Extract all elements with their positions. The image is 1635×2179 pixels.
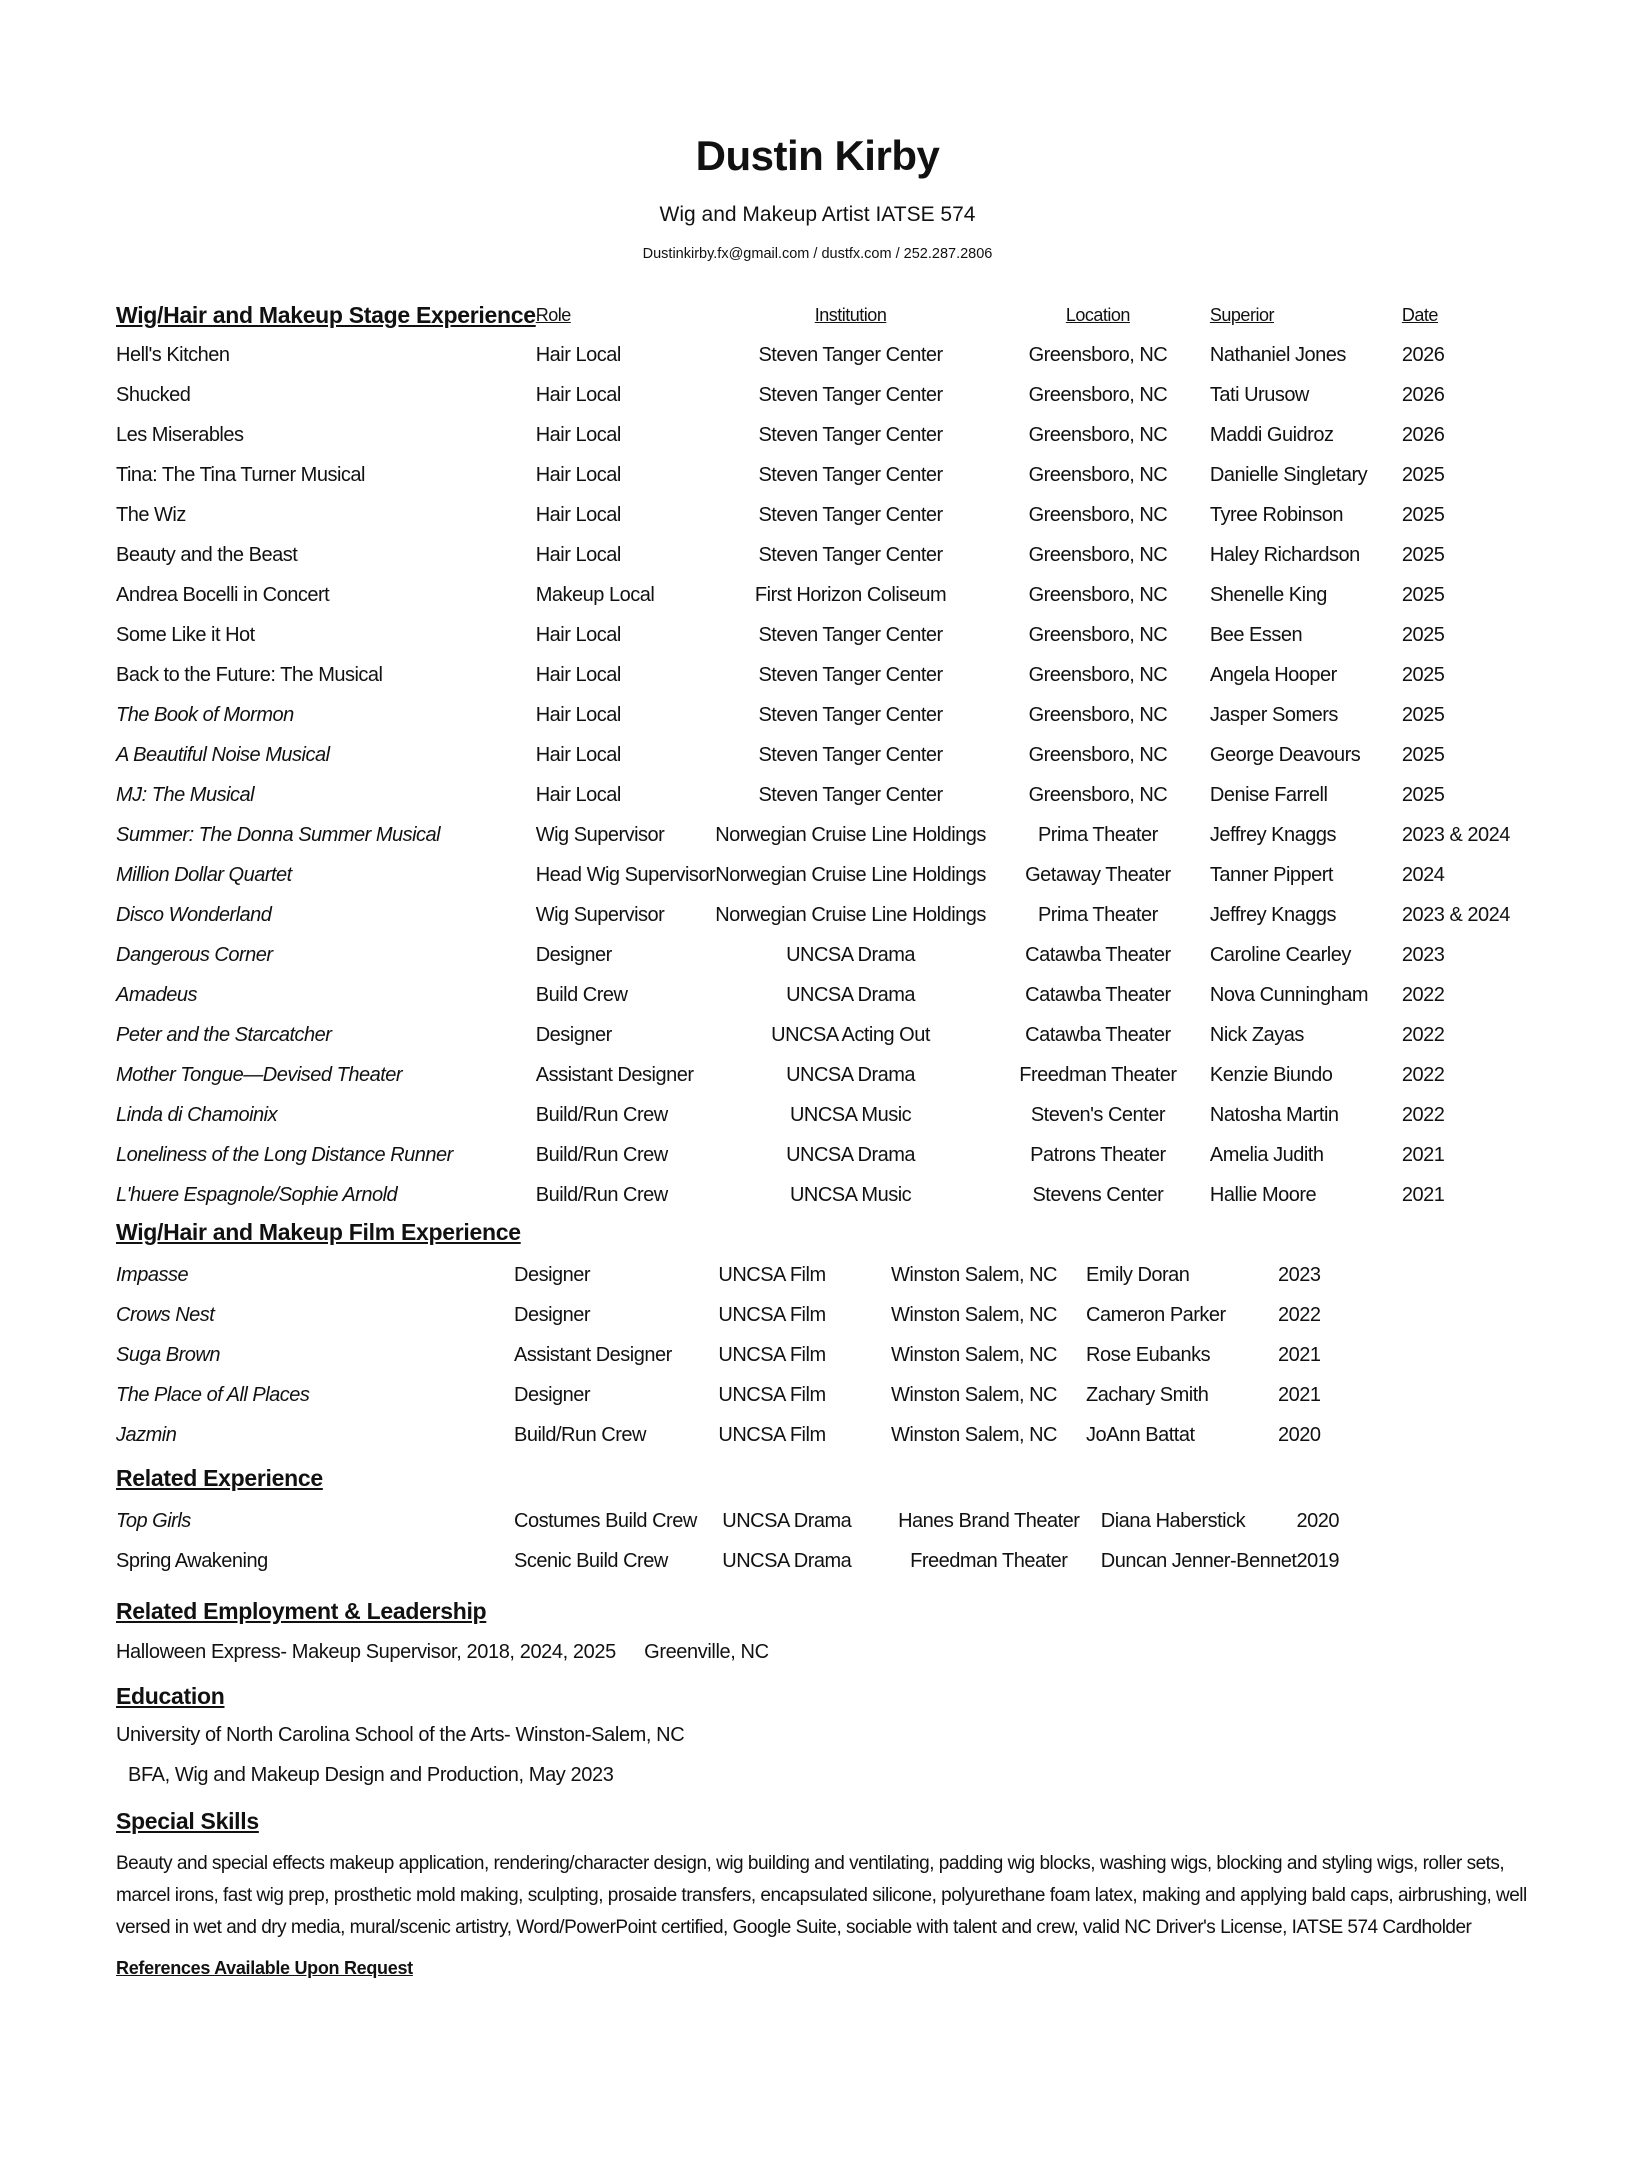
stage-role-cell: Hair Local	[535, 423, 621, 446]
film-institution-cell: UNCSA Film	[718, 1263, 826, 1286]
stage-institution-cell: Steven Tanger Center	[758, 703, 943, 726]
resume-subtitle: Wig and Makeup Artist IATSE 574	[659, 203, 976, 226]
stage-superior-cell: Jeffrey Knaggs	[1209, 903, 1336, 926]
column-institution: Institution	[814, 304, 887, 325]
film-date-cell: 2021	[1278, 1343, 1321, 1366]
column-superior: Superior	[1209, 304, 1274, 325]
stage-institution-cell: UNCSA Drama	[786, 943, 916, 966]
stage-title-cell: Some Like it Hot	[116, 623, 255, 646]
film-title-cell: Impasse	[116, 1263, 189, 1286]
stage-title-cell: Beauty and the Beast	[116, 543, 298, 566]
stage-location-cell: Greensboro, NC	[1028, 543, 1168, 566]
stage-row	[116, 615, 1542, 655]
stage-title-cell: MJ: The Musical	[116, 783, 255, 806]
stage-location-cell: Greensboro, NC	[1028, 463, 1168, 486]
stage-superior-cell: Haley Richardson	[1209, 543, 1360, 566]
related-location-cell: Freedman Theater	[910, 1549, 1068, 1572]
stage-location-cell: Catawba Theater	[1025, 943, 1171, 966]
stage-date-cell: 2022	[1401, 983, 1445, 1006]
film-institution-cell: UNCSA Film	[718, 1303, 826, 1326]
stage-row	[116, 455, 1542, 495]
related-role-cell: Costumes Build Crew	[514, 1509, 697, 1532]
stage-row	[116, 1175, 1542, 1215]
film-role-cell: Designer	[514, 1303, 591, 1326]
stage-date-cell: 2023 & 2024	[1401, 823, 1510, 846]
skills-text: Beauty and special effects makeup application, rendering/character design, wig building and ventilating, padding wig blocks, washing wigs, blocking and styling wigs, roller sets, marcel irons, fast wig prep, prosthetic mold making, sculpting, prosaide transfers, encapsulated silicone, polyurethane foam latex, making and applying bald caps, airbrushing, well versed in wet and dry media, mural/scenic artistry, Word/PowerPoint certified, Google Suite, sociable with talent and crew, valid NC Driver's License, IATSE 574 Cardholder	[116, 1853, 1527, 1938]
related-date-cell: 2019	[1296, 1549, 1339, 1572]
stage-institution-cell: UNCSA Music	[789, 1183, 912, 1206]
film-institution-cell: UNCSA Film	[718, 1423, 826, 1446]
stage-location-cell: Getaway Theater	[1025, 863, 1171, 886]
stage-institution-cell: UNCSA Drama	[786, 983, 916, 1006]
film-role-cell: Designer	[514, 1263, 591, 1286]
stage-title-cell: Mother Tongue—Devised Theater	[116, 1063, 403, 1086]
film-location-cell: Winston Salem, NC	[891, 1343, 1057, 1366]
related-superior-cell: Diana Haberstick	[1100, 1509, 1246, 1532]
film-date-cell: 2020	[1278, 1423, 1321, 1446]
stage-superior-cell: George Deavours	[1209, 743, 1361, 766]
film-superior-cell: JoAnn Battat	[1086, 1423, 1195, 1446]
stage-role-cell: Wig Supervisor	[535, 903, 665, 926]
stage-experience-table	[116, 295, 1542, 1215]
stage-role-cell: Makeup Local	[535, 583, 655, 606]
stage-superior-cell: Tanner Pippert	[1209, 863, 1333, 886]
employment-line	[116, 1641, 769, 1664]
stage-row	[116, 695, 1542, 735]
column-location: Location	[1065, 304, 1130, 325]
column-date: Date	[1401, 304, 1438, 325]
stage-institution-cell: UNCSA Drama	[786, 1063, 916, 1086]
stage-rows	[116, 335, 1542, 1215]
stage-location-cell: Greensboro, NC	[1028, 783, 1168, 806]
stage-institution-cell: UNCSA Drama	[786, 1143, 916, 1166]
film-superior-cell: Zachary Smith	[1086, 1383, 1209, 1406]
stage-date-cell: 2025	[1401, 783, 1445, 806]
stage-row	[116, 895, 1542, 935]
stage-date-cell: 2023 & 2024	[1401, 903, 1510, 926]
skills-section-title: Special Skills	[116, 1808, 259, 1834]
stage-institution-cell: Steven Tanger Center	[758, 543, 943, 566]
film-title-cell: Jazmin	[116, 1423, 177, 1446]
stage-superior-cell: Kenzie Biundo	[1209, 1063, 1333, 1086]
stage-title-cell: Les Miserables	[116, 423, 244, 446]
stage-title-cell: The Book of Mormon	[116, 703, 294, 726]
stage-institution-cell: Steven Tanger Center	[758, 343, 943, 366]
stage-date-cell: 2026	[1401, 383, 1445, 406]
film-superior-cell: Rose Eubanks	[1086, 1343, 1211, 1366]
film-role-cell: Build/Run Crew	[514, 1423, 646, 1446]
film-row	[116, 1295, 1418, 1335]
film-location-cell: Winston Salem, NC	[891, 1423, 1057, 1446]
stage-role-cell: Build/Run Crew	[535, 1183, 668, 1206]
stage-role-cell: Hair Local	[535, 623, 621, 646]
related-row	[116, 1501, 1437, 1541]
stage-title-cell: Million Dollar Quartet	[116, 863, 292, 886]
stage-row	[116, 655, 1542, 695]
education-section-title: Education	[116, 1683, 225, 1709]
stage-title-cell: Linda di Chamoinix	[116, 1103, 278, 1126]
stage-title-cell: Andrea Bocelli in Concert	[116, 583, 330, 606]
related-role-cell: Scenic Build Crew	[514, 1549, 668, 1572]
stage-row	[116, 495, 1542, 535]
related-superior-cell: Duncan Jenner-Bennet	[1100, 1549, 1297, 1572]
film-date-cell: 2022	[1278, 1303, 1321, 1326]
references-note: References Available Upon Request	[116, 1958, 413, 1978]
stage-superior-cell: Nova Cunningham	[1209, 983, 1369, 1006]
stage-row	[116, 935, 1542, 975]
stage-date-cell: 2025	[1401, 703, 1445, 726]
stage-role-cell: Hair Local	[535, 543, 621, 566]
stage-row	[116, 735, 1542, 775]
related-title-cell: Top Girls	[116, 1509, 191, 1532]
stage-date-cell: 2021	[1401, 1143, 1445, 1166]
film-row	[116, 1375, 1418, 1415]
stage-title-cell: Back to the Future: The Musical	[116, 663, 383, 686]
stage-role-cell: Designer	[535, 1023, 612, 1046]
stage-institution-cell: UNCSA Music	[789, 1103, 912, 1126]
stage-title-cell: Summer: The Donna Summer Musical	[116, 823, 441, 846]
stage-location-cell: Greensboro, NC	[1028, 383, 1168, 406]
stage-row	[116, 375, 1542, 415]
stage-institution-cell: Steven Tanger Center	[758, 743, 943, 766]
stage-row	[116, 815, 1542, 855]
related-institution-cell: UNCSA Drama	[722, 1549, 852, 1572]
contact-line: Dustinkirby.fx@gmail.com / dustfx.com / 252.287.2806	[642, 246, 993, 262]
stage-header-row	[116, 295, 1542, 335]
stage-date-cell: 2022	[1401, 1063, 1445, 1086]
stage-row	[116, 1095, 1542, 1135]
stage-superior-cell: Shenelle King	[1209, 583, 1327, 606]
stage-location-cell: Greensboro, NC	[1028, 743, 1168, 766]
related-institution-cell: UNCSA Drama	[722, 1509, 852, 1532]
stage-date-cell: 2026	[1401, 423, 1445, 446]
stage-location-cell: Greensboro, NC	[1028, 663, 1168, 686]
stage-location-cell: Freedman Theater	[1019, 1063, 1177, 1086]
stage-institution-cell: Steven Tanger Center	[758, 383, 943, 406]
stage-institution-cell: UNCSA Acting Out	[771, 1023, 930, 1046]
stage-role-cell: Build/Run Crew	[535, 1143, 668, 1166]
stage-title-cell: Loneliness of the Long Distance Runner	[116, 1143, 453, 1166]
stage-location-cell: Prima Theater	[1037, 823, 1158, 846]
stage-location-cell: Patrons Theater	[1030, 1143, 1166, 1166]
stage-institution-cell: Steven Tanger Center	[758, 783, 943, 806]
stage-date-cell: 2025	[1401, 583, 1445, 606]
stage-date-cell: 2024	[1401, 863, 1445, 886]
stage-role-cell: Head Wig Supervisor	[535, 863, 716, 886]
stage-role-cell: Hair Local	[535, 783, 621, 806]
stage-section-title: Wig/Hair and Makeup Stage Experience	[116, 301, 536, 328]
stage-row	[116, 1135, 1542, 1175]
stage-row	[116, 1055, 1542, 1095]
stage-superior-cell: Natosha Martin	[1209, 1103, 1339, 1126]
stage-date-cell: 2021	[1401, 1183, 1445, 1206]
related-location-cell: Hanes Brand Theater	[898, 1509, 1080, 1532]
film-institution-cell: UNCSA Film	[718, 1343, 826, 1366]
employment-section-title: Related Employment & Leadership	[116, 1598, 487, 1624]
stage-location-cell: Stevens Center	[1032, 1183, 1164, 1206]
stage-location-cell: Greensboro, NC	[1028, 623, 1168, 646]
stage-location-cell: Greensboro, NC	[1028, 703, 1168, 726]
film-institution-cell: UNCSA Film	[718, 1383, 826, 1406]
stage-title-cell: Peter and the Starcatcher	[116, 1023, 332, 1046]
stage-superior-cell: Nathaniel Jones	[1209, 343, 1346, 366]
stage-row	[116, 975, 1542, 1015]
stage-date-cell: 2025	[1401, 623, 1445, 646]
stage-role-cell: Hair Local	[535, 343, 621, 366]
stage-superior-cell: Danielle Singletary	[1209, 463, 1368, 486]
stage-location-cell: Catawba Theater	[1025, 1023, 1171, 1046]
stage-row	[116, 335, 1542, 375]
stage-row	[116, 775, 1542, 815]
stage-location-cell: Greensboro, NC	[1028, 343, 1168, 366]
film-role-cell: Designer	[514, 1383, 591, 1406]
stage-superior-cell: Tyree Robinson	[1209, 503, 1343, 526]
stage-role-cell: Hair Local	[535, 743, 621, 766]
stage-row	[116, 535, 1542, 575]
stage-location-cell: Catawba Theater	[1025, 983, 1171, 1006]
stage-title-cell: A Beautiful Noise Musical	[116, 743, 330, 766]
stage-location-cell: Steven's Center	[1030, 1103, 1165, 1126]
film-location-cell: Winston Salem, NC	[891, 1383, 1057, 1406]
related-row	[116, 1541, 1437, 1581]
film-date-cell: 2023	[1278, 1263, 1321, 1286]
film-row	[116, 1415, 1418, 1455]
stage-title-cell: The Wiz	[116, 503, 186, 526]
employment-location: Greenville, NC	[644, 1641, 769, 1663]
stage-date-cell: 2025	[1401, 463, 1445, 486]
stage-role-cell: Build/Run Crew	[535, 1103, 668, 1126]
stage-institution-cell: First Horizon Coliseum	[754, 583, 947, 606]
stage-title-cell: Disco Wonderland	[116, 903, 272, 926]
stage-institution-cell: Steven Tanger Center	[758, 623, 943, 646]
employment-detail: Halloween Express- Makeup Supervisor, 2018, 2024, 2025	[116, 1641, 616, 1663]
stage-role-cell: Hair Local	[535, 703, 621, 726]
film-date-cell: 2021	[1278, 1383, 1321, 1406]
film-section-title: Wig/Hair and Makeup Film Experience	[116, 1219, 521, 1245]
column-role: Role	[535, 304, 571, 325]
stage-role-cell: Hair Local	[535, 503, 621, 526]
stage-location-cell: Greensboro, NC	[1028, 503, 1168, 526]
stage-title-cell: Dangerous Corner	[116, 943, 273, 966]
stage-date-cell: 2025	[1401, 743, 1445, 766]
film-rows	[116, 1255, 1418, 1455]
film-role-cell: Assistant Designer	[514, 1343, 672, 1366]
stage-location-cell: Greensboro, NC	[1028, 423, 1168, 446]
stage-title-cell: L'huere Espagnole/Sophie Arnold	[116, 1183, 398, 1206]
stage-location-cell: Greensboro, NC	[1028, 583, 1168, 606]
stage-superior-cell: Caroline Cearley	[1209, 943, 1351, 966]
resume-name: Dustin Kirby	[695, 132, 940, 179]
stage-date-cell: 2023	[1401, 943, 1445, 966]
stage-date-cell: 2026	[1401, 343, 1445, 366]
education-school: University of North Carolina School of the Arts- Winston-Salem, NC	[116, 1724, 685, 1746]
education-degree: BFA, Wig and Makeup Design and Production, May 2023	[128, 1764, 614, 1786]
stage-title-cell: Tina: The Tina Turner Musical	[116, 463, 365, 486]
stage-superior-cell: Maddi Guidroz	[1209, 423, 1334, 446]
stage-title-cell: Hell's Kitchen	[116, 343, 230, 366]
stage-institution-cell: Steven Tanger Center	[758, 463, 943, 486]
film-experience-table	[116, 1255, 1418, 1455]
stage-row	[116, 855, 1542, 895]
film-title-cell: The Place of All Places	[116, 1383, 310, 1406]
stage-superior-cell: Amelia Judith	[1209, 1143, 1324, 1166]
stage-date-cell: 2022	[1401, 1023, 1445, 1046]
stage-date-cell: 2025	[1401, 543, 1445, 566]
related-date-cell: 2020	[1296, 1509, 1339, 1532]
stage-superior-cell: Denise Farrell	[1209, 783, 1328, 806]
stage-superior-cell: Bee Essen	[1209, 623, 1303, 646]
film-title-cell: Suga Brown	[116, 1343, 220, 1366]
stage-row	[116, 575, 1542, 615]
stage-row	[116, 1015, 1542, 1055]
related-experience-table	[116, 1501, 1437, 1581]
stage-institution-cell: Steven Tanger Center	[758, 663, 943, 686]
related-title-cell: Spring Awakening	[116, 1549, 268, 1572]
stage-role-cell: Hair Local	[535, 463, 621, 486]
stage-date-cell: 2025	[1401, 503, 1445, 526]
stage-role-cell: Hair Local	[535, 383, 621, 406]
stage-role-cell: Wig Supervisor	[535, 823, 665, 846]
related-rows	[116, 1501, 1437, 1581]
film-location-cell: Winston Salem, NC	[891, 1303, 1057, 1326]
stage-title-cell: Amadeus	[116, 983, 197, 1006]
stage-role-cell: Hair Local	[535, 663, 621, 686]
stage-superior-cell: Jasper Somers	[1209, 703, 1338, 726]
film-superior-cell: Cameron Parker	[1086, 1303, 1226, 1326]
stage-superior-cell: Tati Urusow	[1209, 383, 1309, 406]
stage-row	[116, 415, 1542, 455]
stage-institution-cell: Steven Tanger Center	[758, 503, 943, 526]
stage-role-cell: Build Crew	[535, 983, 628, 1006]
stage-institution-cell: Steven Tanger Center	[758, 423, 943, 446]
film-superior-cell: Emily Doran	[1086, 1263, 1190, 1286]
stage-superior-cell: Hallie Moore	[1209, 1183, 1317, 1206]
stage-date-cell: 2022	[1401, 1103, 1445, 1126]
stage-role-cell: Assistant Designer	[535, 1063, 694, 1086]
stage-institution-cell: Norwegian Cruise Line Holdings	[715, 903, 986, 926]
film-location-cell: Winston Salem, NC	[891, 1263, 1057, 1286]
stage-institution-cell: Norwegian Cruise Line Holdings	[715, 823, 986, 846]
stage-location-cell: Prima Theater	[1037, 903, 1158, 926]
stage-superior-cell: Angela Hooper	[1209, 663, 1337, 686]
stage-superior-cell: Jeffrey Knaggs	[1209, 823, 1336, 846]
stage-title-cell: Shucked	[116, 383, 191, 406]
stage-date-cell: 2025	[1401, 663, 1445, 686]
film-title-cell: Crows Nest	[116, 1303, 215, 1326]
stage-role-cell: Designer	[535, 943, 612, 966]
related-section-title: Related Experience	[116, 1465, 323, 1491]
stage-institution-cell: Norwegian Cruise Line Holdings	[715, 863, 986, 886]
film-row	[116, 1255, 1418, 1295]
stage-superior-cell: Nick Zayas	[1209, 1023, 1304, 1046]
film-row	[116, 1335, 1418, 1375]
